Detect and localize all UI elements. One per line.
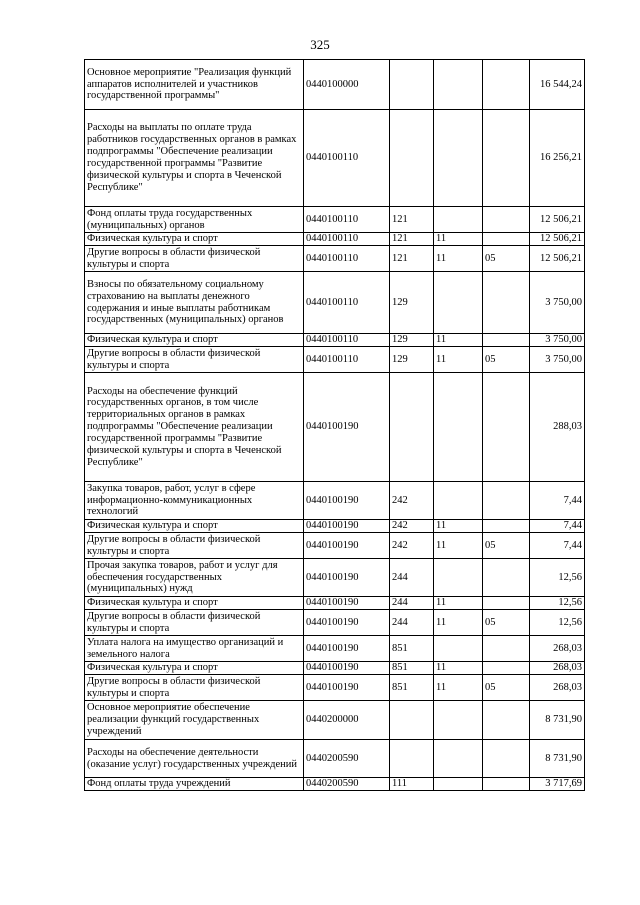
expense-type-cell bbox=[390, 740, 434, 778]
row-name-cell: Физическая культура и спорт bbox=[85, 520, 304, 533]
budget-table bbox=[84, 59, 585, 791]
expense-type-cell: 851 bbox=[390, 675, 434, 701]
amount-cell: 12,56 bbox=[530, 610, 585, 636]
subsection-cell bbox=[483, 636, 530, 662]
expense-type-cell bbox=[390, 60, 434, 110]
row-name-cell: Другие вопросы в области физической культуры и спорта bbox=[85, 347, 304, 373]
section-cell bbox=[434, 110, 483, 207]
subsection-cell bbox=[483, 233, 530, 246]
table-row bbox=[85, 701, 585, 740]
section-cell bbox=[434, 559, 483, 597]
row-name-cell: Основное мероприятие "Реализация функций аппаратов исполнителей и участников государственной программы" bbox=[85, 60, 304, 110]
subsection-cell bbox=[483, 334, 530, 347]
section-cell: 11 bbox=[434, 520, 483, 533]
target-code-cell: 0440100190 bbox=[304, 373, 390, 482]
expense-type-cell: 111 bbox=[390, 778, 434, 791]
section-cell bbox=[434, 272, 483, 334]
target-code-cell: 0440200000 bbox=[304, 701, 390, 740]
expense-type-cell: 244 bbox=[390, 610, 434, 636]
expense-type-cell: 242 bbox=[390, 482, 434, 520]
expense-type-cell: 244 bbox=[390, 559, 434, 597]
row-name-cell: Расходы на выплаты по оплате труда работников государственных органов в рамках подпрограммы "Обеспечение реализации государственной программы "Развитие физической культуры и спорта в Чеченской Республике" bbox=[85, 110, 304, 207]
section-cell: 11 bbox=[434, 334, 483, 347]
table-row bbox=[85, 482, 585, 520]
expense-type-cell: 129 bbox=[390, 272, 434, 334]
subsection-cell bbox=[483, 373, 530, 482]
row-name-cell: Расходы на обеспечение деятельности (оказание услуг) государственных учреждений bbox=[85, 740, 304, 778]
subsection-cell: 05 bbox=[483, 610, 530, 636]
amount-cell: 12,56 bbox=[530, 559, 585, 597]
section-cell: 11 bbox=[434, 675, 483, 701]
row-name-cell: Уплата налога на имущество организаций и земельного налога bbox=[85, 636, 304, 662]
section-cell bbox=[434, 373, 483, 482]
section-cell bbox=[434, 482, 483, 520]
section-cell: 11 bbox=[434, 246, 483, 272]
table-row bbox=[85, 662, 585, 675]
table-row bbox=[85, 246, 585, 272]
section-cell bbox=[434, 778, 483, 791]
target-code-cell: 0440100110 bbox=[304, 207, 390, 233]
target-code-cell: 0440200590 bbox=[304, 778, 390, 791]
row-name-cell: Фонд оплаты труда государственных (муниципальных) органов bbox=[85, 207, 304, 233]
amount-cell: 3 717,69 bbox=[530, 778, 585, 791]
subsection-cell: 05 bbox=[483, 246, 530, 272]
table-row bbox=[85, 533, 585, 559]
subsection-cell bbox=[483, 207, 530, 233]
expense-type-cell bbox=[390, 701, 434, 740]
amount-cell: 3 750,00 bbox=[530, 347, 585, 373]
expense-type-cell: 851 bbox=[390, 662, 434, 675]
table-row bbox=[85, 334, 585, 347]
amount-cell: 268,03 bbox=[530, 675, 585, 701]
section-cell: 11 bbox=[434, 662, 483, 675]
subsection-cell bbox=[483, 559, 530, 597]
amount-cell: 8 731,90 bbox=[530, 740, 585, 778]
table-row bbox=[85, 60, 585, 110]
row-name-cell: Другие вопросы в области физической культуры и спорта bbox=[85, 610, 304, 636]
table-row bbox=[85, 597, 585, 610]
page-number: 325 bbox=[310, 37, 330, 52]
row-name-cell: Взносы по обязательному социальному страхованию на выплаты денежного содержания и иные выплаты работникам государственных (муниципальных) органов bbox=[85, 272, 304, 334]
target-code-cell: 0440100110 bbox=[304, 334, 390, 347]
target-code-cell: 0440100110 bbox=[304, 347, 390, 373]
amount-cell: 7,44 bbox=[530, 482, 585, 520]
subsection-cell bbox=[483, 778, 530, 791]
amount-cell: 8 731,90 bbox=[530, 701, 585, 740]
table-row bbox=[85, 675, 585, 701]
table-row bbox=[85, 636, 585, 662]
subsection-cell bbox=[483, 740, 530, 778]
amount-cell: 12 506,21 bbox=[530, 207, 585, 233]
table-row bbox=[85, 740, 585, 778]
amount-cell: 12,56 bbox=[530, 597, 585, 610]
row-name-cell: Другие вопросы в области физической культуры и спорта bbox=[85, 246, 304, 272]
target-code-cell: 0440100110 bbox=[304, 246, 390, 272]
section-cell: 11 bbox=[434, 597, 483, 610]
expense-type-cell: 242 bbox=[390, 533, 434, 559]
amount-cell: 7,44 bbox=[530, 533, 585, 559]
target-code-cell: 0440100190 bbox=[304, 482, 390, 520]
subsection-cell: 05 bbox=[483, 347, 530, 373]
table-row bbox=[85, 110, 585, 207]
subsection-cell bbox=[483, 60, 530, 110]
subsection-cell: 05 bbox=[483, 675, 530, 701]
row-name-cell: Другие вопросы в области физической культуры и спорта bbox=[85, 533, 304, 559]
subsection-cell bbox=[483, 482, 530, 520]
subsection-cell bbox=[483, 597, 530, 610]
subsection-cell: 05 bbox=[483, 533, 530, 559]
row-name-cell: Закупка товаров, работ, услуг в сфере информационно-коммуникационных технологий bbox=[85, 482, 304, 520]
amount-cell: 288,03 bbox=[530, 373, 585, 482]
target-code-cell: 0440100190 bbox=[304, 636, 390, 662]
row-name-cell: Расходы на обеспечение функций государственных органов, в том числе территориальных органов в рамках подпрограммы "Обеспечение реализации государственной программы "Развитие физической культуры и спорта в Чеченской Республике" bbox=[85, 373, 304, 482]
expense-type-cell: 121 bbox=[390, 246, 434, 272]
amount-cell: 268,03 bbox=[530, 636, 585, 662]
amount-cell: 3 750,00 bbox=[530, 334, 585, 347]
amount-cell: 16 256,21 bbox=[530, 110, 585, 207]
row-name-cell: Физическая культура и спорт bbox=[85, 334, 304, 347]
amount-cell: 3 750,00 bbox=[530, 272, 585, 334]
subsection-cell bbox=[483, 701, 530, 740]
section-cell bbox=[434, 207, 483, 233]
subsection-cell bbox=[483, 520, 530, 533]
table-row bbox=[85, 559, 585, 597]
target-code-cell: 0440100190 bbox=[304, 662, 390, 675]
table-row bbox=[85, 610, 585, 636]
row-name-cell: Физическая культура и спорт bbox=[85, 597, 304, 610]
row-name-cell: Физическая культура и спорт bbox=[85, 233, 304, 246]
section-cell bbox=[434, 60, 483, 110]
row-name-cell: Прочая закупка товаров, работ и услуг для обеспечения государственных (муниципальных) нужд bbox=[85, 559, 304, 597]
target-code-cell: 0440100190 bbox=[304, 675, 390, 701]
expense-type-cell: 129 bbox=[390, 347, 434, 373]
row-name-cell: Фонд оплаты труда учреждений bbox=[85, 778, 304, 791]
expense-type-cell: 121 bbox=[390, 207, 434, 233]
section-cell: 11 bbox=[434, 347, 483, 373]
subsection-cell bbox=[483, 272, 530, 334]
subsection-cell bbox=[483, 110, 530, 207]
amount-cell: 7,44 bbox=[530, 520, 585, 533]
table-row bbox=[85, 233, 585, 246]
expense-type-cell: 851 bbox=[390, 636, 434, 662]
table-row bbox=[85, 347, 585, 373]
target-code-cell: 0440100190 bbox=[304, 597, 390, 610]
amount-cell: 12 506,21 bbox=[530, 246, 585, 272]
expense-type-cell: 242 bbox=[390, 520, 434, 533]
target-code-cell: 0440100190 bbox=[304, 559, 390, 597]
target-code-cell: 0440100110 bbox=[304, 233, 390, 246]
target-code-cell: 0440100190 bbox=[304, 520, 390, 533]
target-code-cell: 0440200590 bbox=[304, 740, 390, 778]
section-cell: 11 bbox=[434, 610, 483, 636]
table-row bbox=[85, 778, 585, 791]
row-name-cell: Основное мероприятие обеспечение реализации функций государственных учреждений bbox=[85, 701, 304, 740]
amount-cell: 12 506,21 bbox=[530, 233, 585, 246]
table-row bbox=[85, 520, 585, 533]
target-code-cell: 0440100000 bbox=[304, 60, 390, 110]
expense-type-cell: 121 bbox=[390, 233, 434, 246]
table-row bbox=[85, 207, 585, 233]
target-code-cell: 0440100190 bbox=[304, 533, 390, 559]
section-cell: 11 bbox=[434, 233, 483, 246]
table-row bbox=[85, 373, 585, 482]
section-cell: 11 bbox=[434, 533, 483, 559]
subsection-cell bbox=[483, 662, 530, 675]
target-code-cell: 0440100110 bbox=[304, 110, 390, 207]
amount-cell: 16 544,24 bbox=[530, 60, 585, 110]
expense-type-cell: 244 bbox=[390, 597, 434, 610]
section-cell bbox=[434, 740, 483, 778]
target-code-cell: 0440100190 bbox=[304, 610, 390, 636]
section-cell bbox=[434, 701, 483, 740]
section-cell bbox=[434, 636, 483, 662]
target-code-cell: 0440100110 bbox=[304, 272, 390, 334]
budget-table-body bbox=[85, 60, 585, 791]
expense-type-cell: 129 bbox=[390, 334, 434, 347]
expense-type-cell bbox=[390, 110, 434, 207]
expense-type-cell bbox=[390, 373, 434, 482]
row-name-cell: Другие вопросы в области физической культуры и спорта bbox=[85, 675, 304, 701]
table-row bbox=[85, 272, 585, 334]
amount-cell: 268,03 bbox=[530, 662, 585, 675]
row-name-cell: Физическая культура и спорт bbox=[85, 662, 304, 675]
